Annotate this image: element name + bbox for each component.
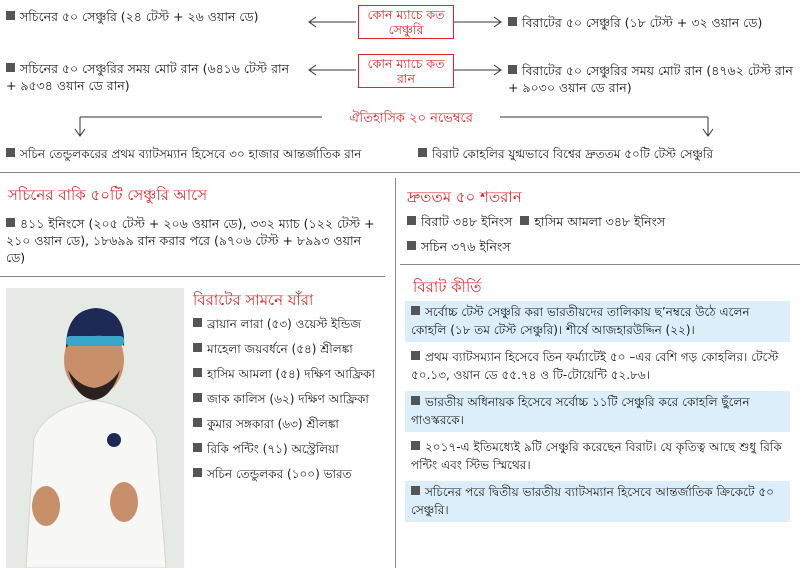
bullet-icon — [193, 343, 202, 352]
list-item: রিকি পন্টিং (৭১) অস্ট্রেলিয়া — [193, 441, 383, 457]
record-item: ভারতীয় অধিনায়ক হিসেবে সর্বোচ্চ ১১টি সেঞ্চুরি করে কোহলি ছুঁলেন গাওস্করকে। — [405, 391, 790, 432]
arrow-left-icon — [306, 0, 307, 1]
players-ahead-list — [193, 316, 383, 482]
bullet-icon — [418, 148, 427, 157]
bullet-icon — [6, 63, 15, 72]
record-item: ২০১৭-এ ইতিমধ্যেই ৯টি সেঞ্চুরি করেছেন বিরাট। যে কৃতিত্ব আছে শুধু রিকি পন্টিং এবং স্টিভ স্মিথের। — [411, 440, 782, 472]
bullet-icon — [193, 368, 202, 377]
question-runs: কোন ম্যাচে কত রান — [358, 54, 454, 88]
bullet-icon — [508, 65, 517, 74]
bullet-icon — [411, 441, 420, 450]
bullet-icon — [6, 218, 15, 227]
records-list — [405, 301, 790, 522]
list-item: কুমার সঙ্গকারা (৬৩) শ্রীলঙ্কা — [193, 416, 383, 432]
bullet-icon — [411, 306, 420, 315]
player-photo — [6, 288, 184, 568]
bullet-icon — [411, 486, 420, 495]
bullet-icon — [411, 351, 420, 360]
historic-bracket — [0, 0, 1, 1]
bullet-icon — [6, 11, 15, 20]
virat-centuries: বিরাটের ৫০ সেঞ্চুরি (১৮ টেস্ট + ৩২ ওয়ান ডে) — [508, 14, 798, 31]
bullet-icon — [193, 418, 202, 427]
bullet-icon — [411, 396, 420, 405]
divider — [0, 172, 800, 173]
divider — [400, 264, 800, 265]
players-ahead-title: বিরাটের সামনে যাঁরা — [193, 291, 314, 309]
bullet-icon — [508, 17, 517, 26]
list-item: ব্রায়ান লারা (৫৩) ওয়েস্ট ইন্ডিজ — [193, 316, 383, 332]
virat-runs: বিরাটের ৫০ সেঞ্চুরির সময় মোট রান (৪৭৬২ টেস্ট রান + ৯০৩০ ওয়ান ডে রান) — [508, 63, 793, 95]
arrow-right-icon — [454, 0, 455, 1]
question-centuries: কোন ম্যাচে কত সেঞ্চুরি — [358, 5, 454, 39]
sachin-centuries: সচিনের ৫০ সেঞ্চুরি (২৪ টেস্ট + ২৬ ওয়ান ডে) — [6, 8, 306, 25]
sachin-30k: সচিন তেন্ডুলকরের প্রথম ব্যাটসম্যান হিসেবে ৩০ হাজার আন্তর্জাতিক রান — [6, 146, 406, 163]
bullet-icon — [407, 216, 416, 225]
bullet-icon — [6, 148, 15, 157]
record-item: প্রথম ব্যাটসম্যান হিসেবে তিন ফর্ম্যাটেই ৫০ –এর বেশি গড় কোহলির। টেস্টে ৫০.১৩, ওয়ান ডে ৫৫.৭৪ ও টি-টোয়েন্টি ৫২.৮৬। — [411, 350, 779, 382]
list-item: জাক কালিস (৬২) দক্ষিণ আফ্রিকা — [193, 391, 383, 407]
virat-fastest: বিরাট কোহলির যুগ্মভাবে বিশ্বের দ্রুততম ৫০টি টেস্ট সেঞ্চুরি — [418, 146, 798, 163]
bullet-icon — [193, 468, 202, 477]
sachin-remaining-title: সচিনের বাকি ৫০টি সেঞ্চুরি আসে — [8, 186, 208, 204]
bullet-icon — [193, 443, 202, 452]
records-title: বিরাট কীর্তি — [413, 278, 482, 296]
historic-heading: ঐতিহাসিক ২০ নভেম্বরে — [349, 111, 473, 126]
cricketer-illustration-icon — [6, 288, 184, 568]
divider — [0, 276, 385, 277]
fastest-title: দ্রুততম ৫০ শতরান — [407, 188, 522, 206]
sachin-remaining-text: ৪১১ ইনিংসে (২০৫ টেস্ট + ২০৬ ওয়ান ডে), ৩৩২ ম্যাচ (১২২ টেস্ট + ২১০ ওয়ান ডে), ১৮৬৯৯ রান করার পরে (৯৭০৬ টেস্ট + ৮৯৯৩ ওয়ান ডে) — [6, 216, 375, 265]
bullet-icon — [407, 241, 416, 250]
bullet-icon — [193, 393, 202, 402]
vertical-divider — [395, 178, 396, 568]
list-item: মাহেলা জয়বর্ধনে (৫৪) শ্রীলঙ্কা — [193, 341, 383, 357]
list-item: হাসিম আমলা (৫৪) দক্ষিণ আফ্রিকা — [193, 366, 383, 382]
bullet-icon — [193, 318, 202, 327]
bullet-icon — [520, 216, 529, 225]
record-item: সচিনের পরে দ্বিতীয় ভারতীয় ব্যাটসম্যান হিসেবে আন্তর্জাতিক ক্রিকেটে ৫০ সেঞ্চুরি। — [405, 481, 790, 522]
fastest-row-2: সচিন ৩৭৬ ইনিংস — [407, 238, 797, 255]
record-item: সর্বোচ্চ টেস্ট সেঞ্চুরি করা ভারতীয়দের তালিকায় ছ’নম্বরে উঠে এলেন কোহলি (১৮ তম টেস্ট সেঞ্চুরি)। শীর্ষে আজহারউদ্দিন (২২)। — [405, 301, 790, 342]
fastest-row-1: বিরাট ৩৪৮ ইনিংস হাসিম আমলা ৩৪৮ ইনিংস — [407, 213, 797, 230]
list-item: সচিন তেন্ডুলকর (১০০) ভারত — [193, 466, 383, 482]
sachin-runs: সচিনের ৫০ সেঞ্চুরির সময় মোট রান (৬৪১৬ টেস্ট রান + ৯৫৩৪ ওয়ান ডে রান) — [6, 61, 290, 93]
